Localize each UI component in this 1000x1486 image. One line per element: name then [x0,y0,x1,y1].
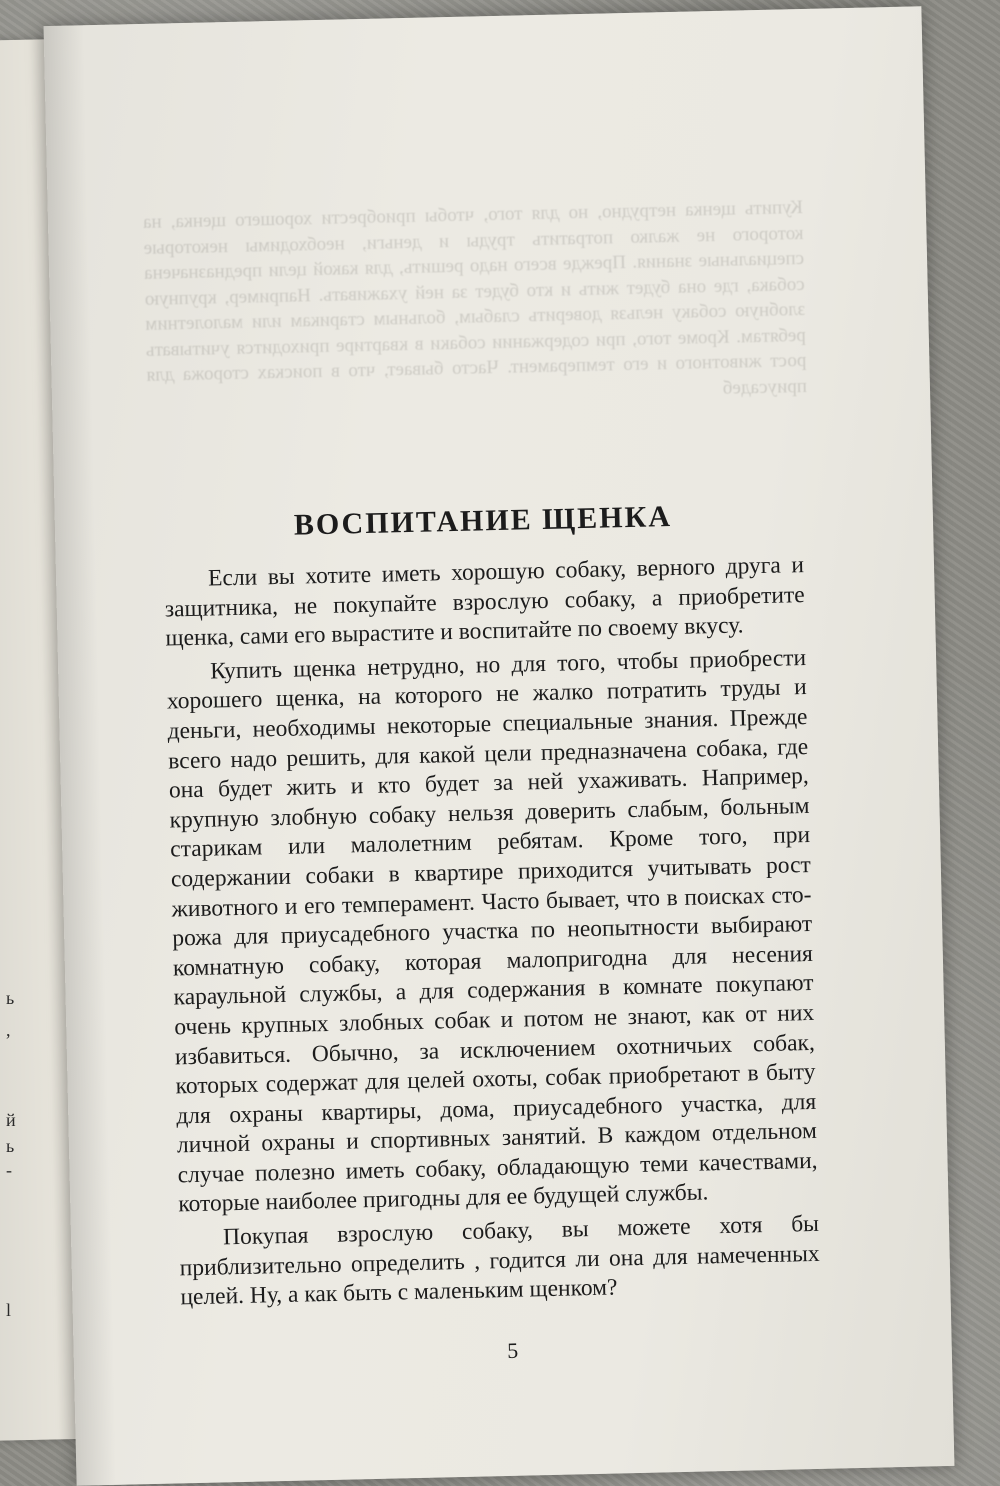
left-fragment: ь [6,988,15,1008]
page-content [163,497,821,1317]
paragraph: Купить щенка нетрудно, но для того, чтобы приобрести хорошего щенка, на которого не жалко потратить труды и деньги, необходимы некоторые специальные знания. Прежде всего надо решить, для какой цели предназначена собака, где она будет жить и кто будет за ней ухаживать. Например, крупную злобную собаку нельзя доверить слабым, больным старикам или малолетним ребятам. Кроме того, при содержании собаки в квартире приходится учитывать рост животного и его темперамент. Часто бывает, что в поисках сторожа для приусадебного участка по неопытности выбирают комнатную собаку, которая малопригодна для несения караульной службы, а для содержания в комнате покупают очень крупных злобных собак и потом не знают, как от них избавиться. Обычно, за исключением охотничьих собак, которых содержат для целей охоты, собак приобретают в быту для охраны квартиры, дома, приусадебного участка, для личной охраны и спортивных занятий. В каждом отдельном случае полезно иметь собаку, обладающую теми качествами, которые наиболее пригодны для ее будущей службы. [166,644,818,1218]
left-fragment: - [6,1160,12,1180]
left-page-text-fragments [0,0,30,1486]
bleed-through-text: Купить щенка нетрудно, но для того, чтобы приобрести хорошего щенка, на которого не жалко потратить труды и деньги, необходимы некоторые специальные знания. Прежде всего надо решить, для какой цели предназначена собака, где она будет жить и кто будет за ней ухаживать. Например, крупную злобную собаку нельзя доверить слабым, больным старикам или малолетним ребятам. Кроме того, при содержании собаки в квартире приходится учитывать рост животного и его темперамент. Часто бывает, что в поисках сторожа для приусадеб [142,196,808,399]
left-fragment: , [6,1020,11,1040]
page-number: 5 [506,1337,519,1363]
paragraph: Покупая взрослую собаку, вы можете хотя бы приблизительно определить , годится ли она для намеченных целей. Ну, а как быть с маленьким щенком? [179,1210,820,1311]
left-fragment: й [6,1110,16,1130]
book-page [44,6,955,1486]
left-fragment: ь [6,1136,15,1156]
chapter-title: ВОСПИТАНИЕ ЩЕНКА [293,500,673,542]
left-fragment: l [6,1300,12,1320]
paragraph: Если вы хотите иметь хорошую собаку, верного друга и защитника, не покупайте взрослую собаку, а приобретите щенка, сами его вырастите и воспитайте по своему вкусу. [164,552,805,652]
